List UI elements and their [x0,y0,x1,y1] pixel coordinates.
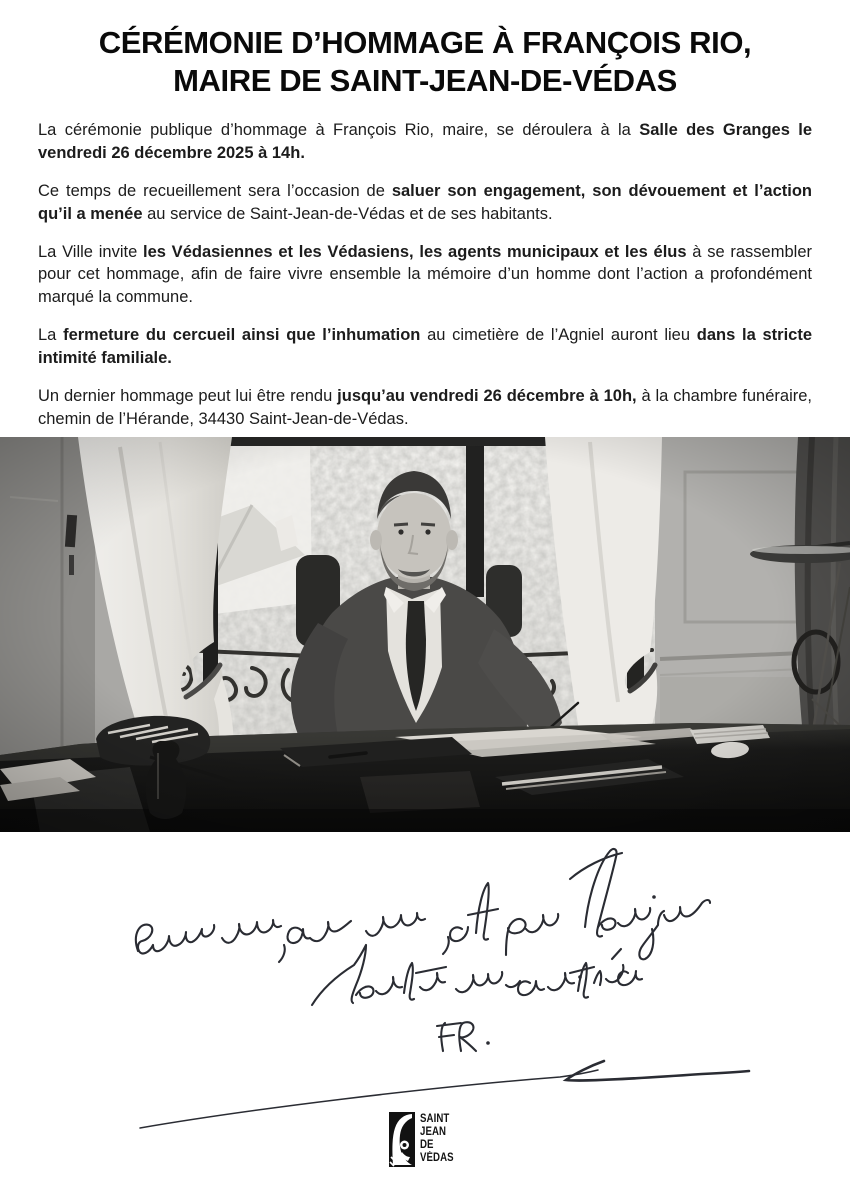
page-title [28,24,822,101]
page-title-line1: CÉRÉMONIE D’HOMMAGE À FRANÇOIS RIO, [98,25,752,60]
paragraph [38,241,812,310]
text-run: La [38,326,64,345]
city-logo-wordmark-line: SAINT [420,1113,450,1125]
text-run: au cimetière de l’Agniel auront lieu [420,326,697,345]
text-run: à se rassembler pour cet hommage, afin de faire vivre ensemble la mémoire d’un homme dont l’action a profondément marqué la commune. [38,242,812,307]
paragraph [38,324,812,370]
signature-handwriting [0,837,850,1137]
city-logo-wordmark-line: JEAN [420,1126,447,1138]
text-run: Ce temps de recueillement sera l’occasion de [38,181,392,200]
city-logo-wordmark-line: DE [420,1139,434,1151]
text-run: à la chambre funéraire, chemin de l’Hérande, 34430 Saint-Jean-de-Védas. [38,387,812,428]
paragraph [38,385,812,431]
text-run: La Ville invite [38,242,143,261]
city-logo [389,1112,509,1170]
city-logo-wordmark-line: VÉDAS [420,1152,454,1164]
body-paragraphs [38,119,812,431]
text-run: Salle des Granges le vendredi 26 décembre 2025 à 14h. [38,120,813,162]
memorial-photo [0,437,850,832]
text-run: jusqu’au vendredi 26 décembre à 10h, [337,387,637,406]
paragraph [38,119,812,165]
text-run: fermeture du cercueil ainsi que l’inhumation [63,326,421,345]
photo-vignette [0,437,850,832]
page-title-line2: MAIRE DE SAINT-JEAN-DE-VÉDAS [173,63,677,99]
text-run: les Védasiennes et les Védasiens, les agents municipaux et les élus [143,242,687,261]
city-logo-wordmark [420,1112,460,1165]
paragraph [38,180,812,226]
city-logo-icon [389,1112,415,1167]
text-run: La cérémonie publique d’hommage à François Rio, maire, se déroulera à la [38,120,640,139]
text-run: dans la stricte intimité familiale. [38,326,812,368]
text-run: saluer son engagement, son dévouement et l’action qu’il a menée [38,181,812,223]
text-run: au service de Saint-Jean-de-Védas et de ses habitants. [142,204,553,223]
signature-block [0,837,850,1137]
text-run: Un dernier hommage peut lui être rendu [38,387,338,406]
